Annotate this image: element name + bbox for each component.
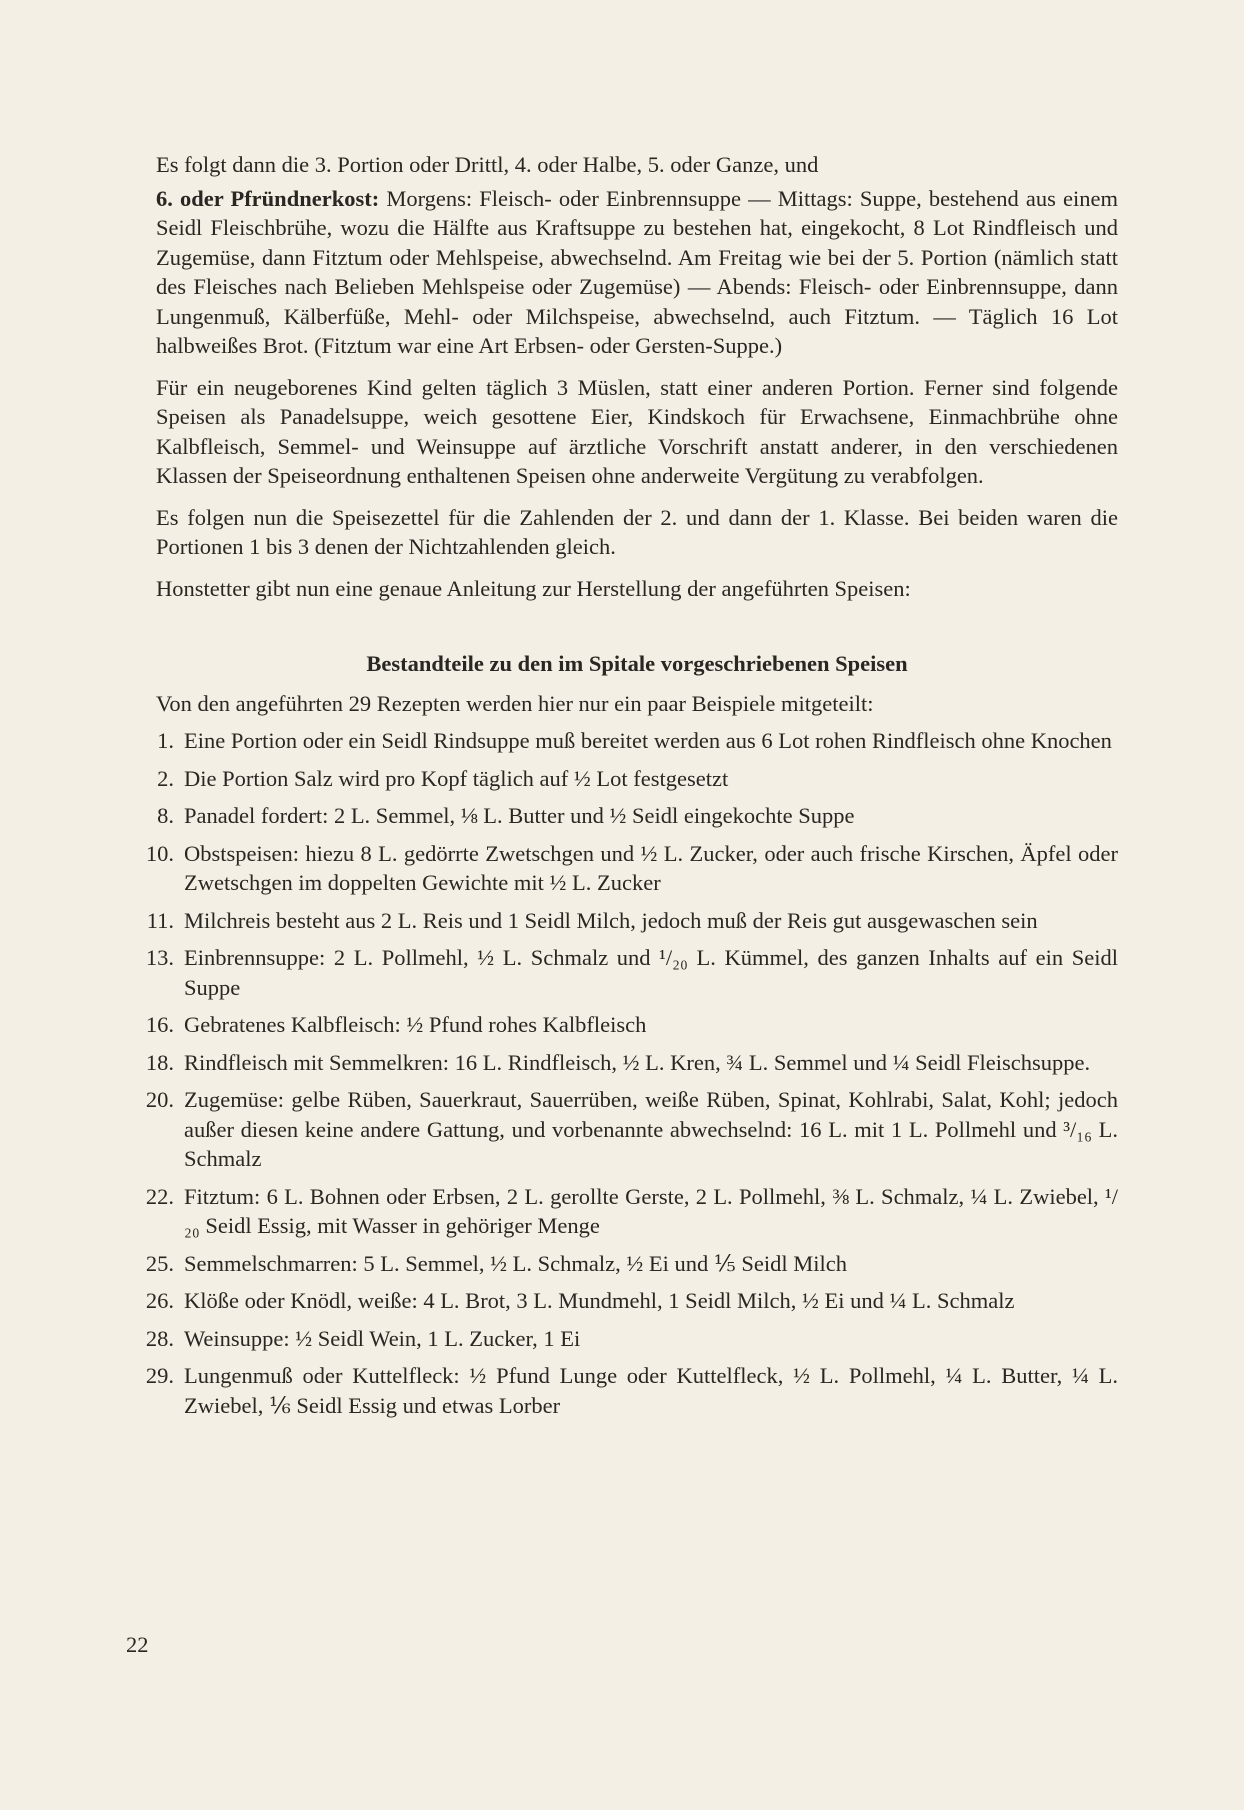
section-heading: Bestandteile zu den im Spitale vorgeschriebenen Speisen <box>366 651 908 676</box>
recipe-number: 1. <box>157 728 174 753</box>
recipe-list <box>145 726 1118 1420</box>
recipe-number: 13. <box>145 945 174 970</box>
recipe-number: 28. <box>145 1325 174 1351</box>
recipe-number: 10. <box>145 840 174 866</box>
recipe-text: Lungenmuß oder Kuttelfleck: ½ Pfund Lunge oder Kuttelfleck, ½ L. Pollmehl, ¼ L. Butter, ¼ L. Zwiebel, ⅙ Seidl Essig und etwas Lorber <box>184 1363 1118 1418</box>
list-item <box>145 1010 1118 1040</box>
intro-text: Von den angeführten 29 Rezepten werden hier nur ein paar Beispiele mitgeteilt: <box>156 690 874 716</box>
paragraph-2-text: Morgens: Fleisch- oder Einbrennsuppe — Mittags: Suppe, bestehend aus einem Seidl Fleischbrühe, wozu die Hälfte aus Kraftsuppe zu bestehen hat, eingekocht, 8 Lot Rindfleisch und Zugemüse, dann Fitztum oder Mehlspeise, abwechselnd. Am Freitag wie bei der 5. Portion (nämlich statt des Fleisches nach Belieben Mehlspeise oder Zugemüse) — Abends: Fleisch- oder Einbrennsuppe, dann Lungenmuß, Kälberfüße, Mehl- oder Milchspeise, abwechselnd, auch Fitztum. — Täglich 16 Lot halbweißes Brot. (Fitztum war eine Art Erbsen- oder Gersten-Suppe.) <box>156 185 1118 358</box>
recipe-text: Einbrennsuppe: 2 L. Pollmehl, ½ L. Schmalz und ¹/₂₀ L. Kümmel, des ganzen Inhalts auf ein Seidl Suppe <box>184 945 1118 1000</box>
list-item <box>156 764 1118 794</box>
list-item <box>145 1182 1118 1241</box>
recipe-text: Gebratenes Kalbfleisch: ½ Pfund rohes Kalbfleisch <box>184 1012 647 1037</box>
recipe-text: Rindfleisch mit Semmelkren: 16 L. Rindfleisch, ½ L. Kren, ¾ L. Semmel und ¼ Seidl Fleischsuppe. <box>184 1049 1091 1075</box>
list-item <box>145 839 1118 898</box>
recipe-text: Fitztum: 6 L. Bohnen oder Erbsen, 2 L. gerollte Gerste, 2 L. Pollmehl, ⅜ L. Schmalz, ¼ L. Zwiebel, ¹/₂₀ Seidl Essig, mit Wasser in gehöriger Menge <box>184 1183 1118 1238</box>
recipe-text: Zugemüse: gelbe Rüben, Sauerkraut, Sauerrüben, weiße Rüben, Spinat, Kohlrabi, Salat, Kohl; jedoch außer diesen keine andere Gattung, und vorbenannte abwechselnd: 16 L. mit 1 L. Pollmehl und ³/₁₆ L. Schmalz <box>184 1087 1118 1171</box>
recipe-number: 8. <box>157 803 174 828</box>
recipe-number: 25. <box>145 1250 174 1276</box>
paragraph-5: Honstetter gibt nun eine genaue Anleitung zur Herstellung der angeführten Speisen: <box>156 575 911 601</box>
recipe-number: 22. <box>145 1183 174 1209</box>
list-item <box>145 1324 1118 1354</box>
list-item <box>156 726 1118 756</box>
recipe-number: 29. <box>145 1363 174 1388</box>
list-item <box>145 1286 1118 1316</box>
recipe-text: Klöße oder Knödl, weiße: 4 L. Brot, 3 L. Mundmehl, 1 Seidl Milch, ½ Ei und ¼ L. Schmalz <box>184 1288 1015 1313</box>
list-item <box>145 1048 1118 1078</box>
paragraph-3: Für ein neugeborenes Kind gelten täglich 3 Müslen, statt einer anderen Portion. Ferner sind folgende Speisen als Panadelsuppe, weich gesottene Eier, Kindskoch für Erwachsene, Einmachbrühe ohne Kalbfleisch, Semmel- und Weinsuppe auf ärztliche Vorschrift anstatt anderer, in den verschiedenen Klassen der Speiseordnung enthaltenen Speisen ohne anderweite Vergütung zu verabfolgen. <box>156 374 1118 488</box>
paragraph-2 <box>156 184 1118 361</box>
recipe-number: 18. <box>145 1049 174 1075</box>
list-item <box>146 906 1118 936</box>
recipe-text: Eine Portion oder ein Seidl Rindsuppe muß bereitet werden aus 6 Lot rohen Rindfleisch ohne Knochen <box>184 728 1112 753</box>
list-item <box>156 801 1118 831</box>
recipe-number: 11. <box>146 907 174 933</box>
lead-label: 6. oder Pfründnerkost: <box>156 185 380 211</box>
body-text <box>145 150 1118 1428</box>
paragraph-4: Es folgen nun die Speisezettel für die Zahlenden der 2. und dann der 1. Klasse. Bei beiden waren die Portionen 1 bis 3 denen der Nichtzahlenden gleich. <box>156 504 1118 559</box>
list-item <box>145 1361 1118 1420</box>
recipe-number: 26. <box>145 1288 174 1313</box>
recipe-text: Milchreis besteht aus 2 L. Reis und 1 Seidl Milch, jedoch muß der Reis gut ausgewaschen sein <box>184 907 1038 933</box>
paragraph-1: Es folgt dann die 3. Portion oder Drittl, 4. oder Halbe, 5. oder Ganze, und <box>156 152 819 177</box>
list-item <box>145 1249 1118 1279</box>
recipe-text: Semmelschmarren: 5 L. Semmel, ½ L. Schmalz, ½ Ei und ⅕ Seidl Milch <box>184 1250 847 1276</box>
recipe-number: 20. <box>145 1087 174 1112</box>
recipe-text: Panadel fordert: 2 L. Semmel, ⅛ L. Butter und ½ Seidl eingekochte Suppe <box>184 803 855 828</box>
list-item <box>145 1085 1118 1174</box>
recipe-text: Weinsuppe: ½ Seidl Wein, 1 L. Zucker, 1 Ei <box>184 1325 581 1351</box>
recipe-text: Die Portion Salz wird pro Kopf täglich auf ½ Lot festgesetzt <box>184 765 729 791</box>
list-item <box>145 943 1118 1002</box>
recipe-number: 2. <box>157 765 174 791</box>
recipe-number: 16. <box>145 1012 174 1037</box>
page-number: 22 <box>126 1632 149 1657</box>
recipe-text: Obstspeisen: hiezu 8 L. gedörrte Zwetschgen und ½ L. Zucker, oder auch frische Kirschen, Äpfel oder Zwetschgen im doppelten Gewichte mit ½ L. Zucker <box>184 840 1118 895</box>
